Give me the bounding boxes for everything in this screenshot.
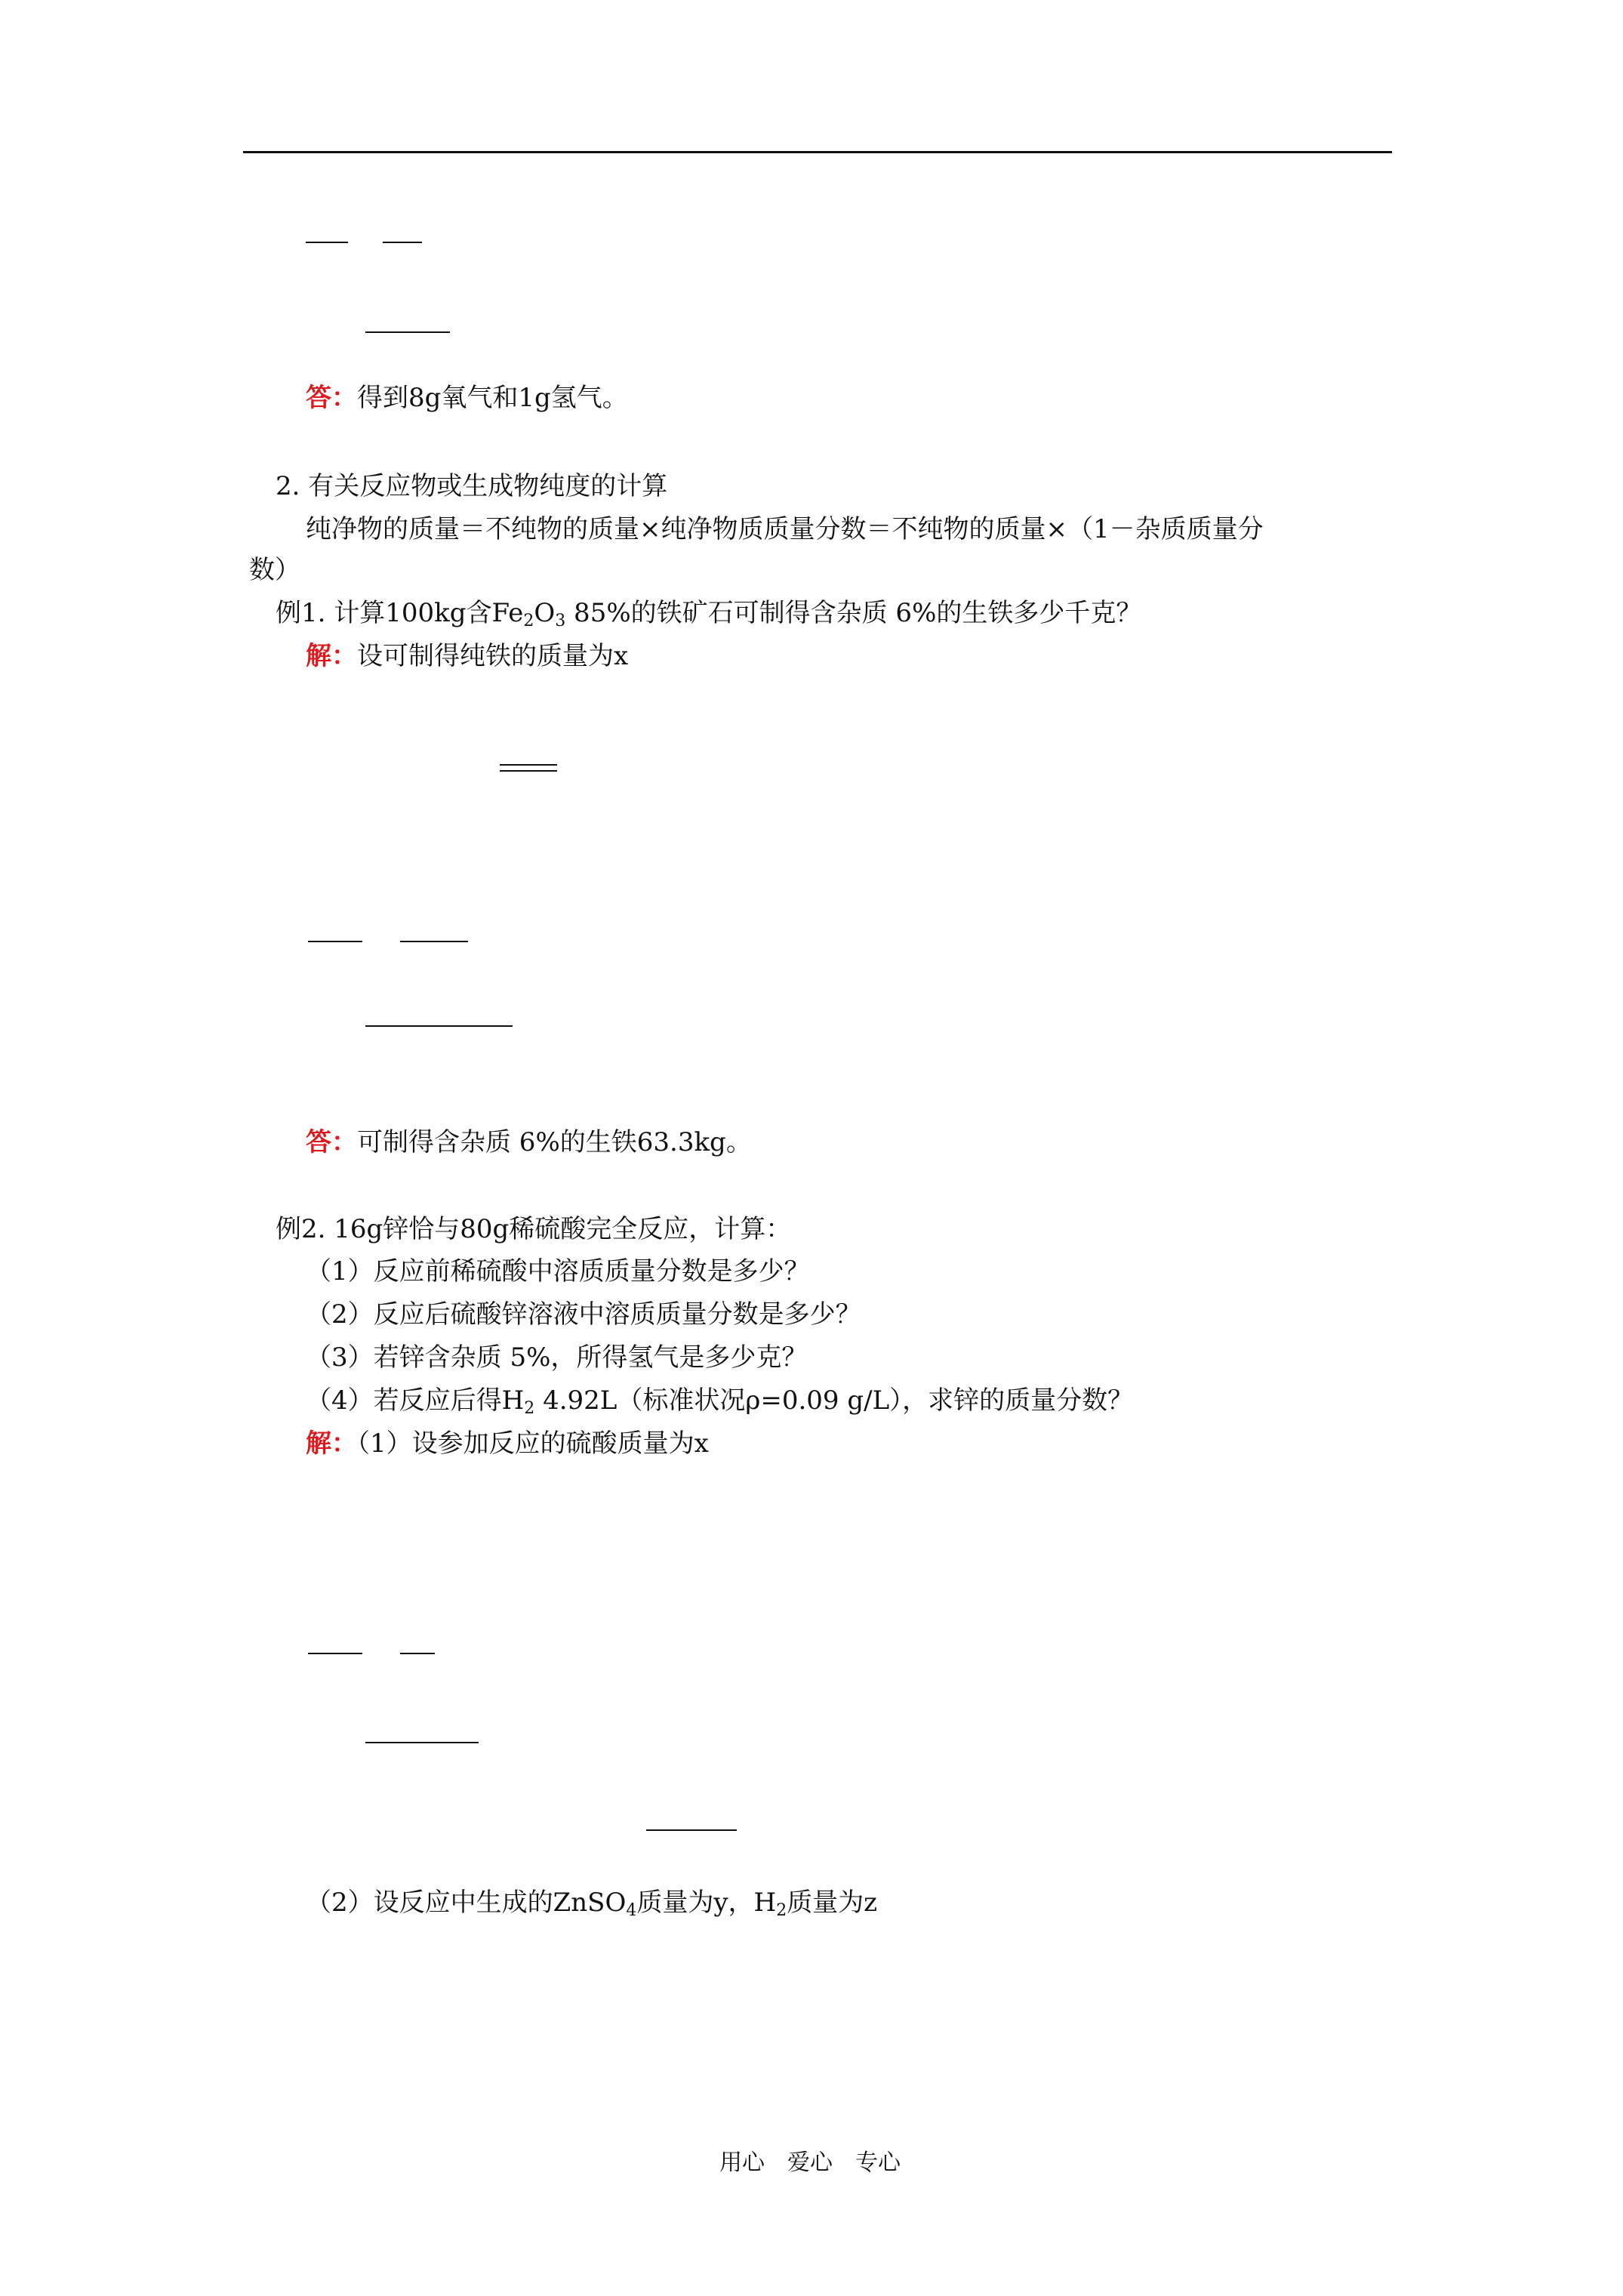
fraction-bar <box>400 941 468 942</box>
page-footer: 用心 爱心 专心 <box>719 2150 901 2176</box>
answer-label: 答： <box>306 1127 357 1157</box>
answer-text: 可制得含杂质 6%的生铁63.3kg。 <box>357 1127 752 1157</box>
fraction-bar <box>365 1742 479 1743</box>
subscript: 3 <box>555 612 566 630</box>
example2-question: 例2. 16g锌恰与80g稀硫酸完全反应，计算： <box>276 1214 792 1244</box>
solution-label: 解： <box>306 1428 357 1459</box>
fraction-bar <box>646 1829 737 1831</box>
example1-solution <box>306 643 628 669</box>
example2-item: （3）若锌含杂质 5%，所得氢气是多少克？ <box>306 1342 808 1373</box>
step-text: 质量为y，H <box>636 1888 777 1918</box>
fraction-bar <box>365 331 450 333</box>
example2-step2 <box>306 1888 878 1920</box>
step-text: 质量为z <box>787 1888 878 1918</box>
reaction-equals-sign <box>500 770 557 772</box>
solution-text: 设可制得纯铁的质量为x <box>357 641 629 671</box>
fraction-bar <box>400 1653 435 1654</box>
step-text: （2）设反应中生成的ZnSO <box>306 1888 627 1918</box>
answer-label: 答： <box>306 383 357 413</box>
item-text: 4.92L（标准状况ρ=0.09 g/L），求锌的质量分数？ <box>534 1385 1134 1416</box>
formula-line-continuation: 数） <box>249 555 300 585</box>
fraction-bar <box>308 1653 362 1654</box>
subscript: 4 <box>626 1901 637 1920</box>
subscript: 2 <box>776 1901 787 1920</box>
subscript: 2 <box>524 1399 535 1418</box>
formula-line: 纯净物的质量＝不纯物的质量×纯净物质质量分数＝不纯物的质量×（1－杂质质量分 <box>306 514 1264 544</box>
question-text: O <box>534 598 556 628</box>
example2-item <box>306 1385 1134 1418</box>
example1-question <box>276 598 1142 630</box>
fraction-bar <box>383 242 422 243</box>
question-text: 例1. 计算100kg含Fe <box>276 598 524 628</box>
subscript: 2 <box>523 612 534 630</box>
example2-item: （2）反应后硫酸锌溶液中溶质质量分数是多少？ <box>306 1299 861 1330</box>
reaction-equals-sign <box>500 764 557 766</box>
answer-line <box>306 385 628 411</box>
example2-solution <box>306 1428 709 1459</box>
example2-item: （1）反应前稀硫酸中溶质质量分数是多少？ <box>306 1256 810 1287</box>
fraction-bar <box>306 242 348 243</box>
solution-label: 解： <box>306 641 357 671</box>
question-text: 85%的铁矿石可制得含杂质 6%的生铁多少千克？ <box>565 598 1142 628</box>
section-heading: 2. 有关反应物或生成物纯度的计算 <box>276 471 668 501</box>
item-text: （4）若反应后得H <box>306 1385 525 1416</box>
fraction-bar <box>308 941 362 942</box>
fraction-bar <box>365 1025 513 1027</box>
answer-text: 得到8g氧气和1g氢气。 <box>357 383 628 413</box>
example1-answer <box>306 1127 752 1157</box>
header-rule <box>243 151 1392 153</box>
solution-text: （1）设参加反应的硫酸质量为x <box>357 1428 709 1459</box>
